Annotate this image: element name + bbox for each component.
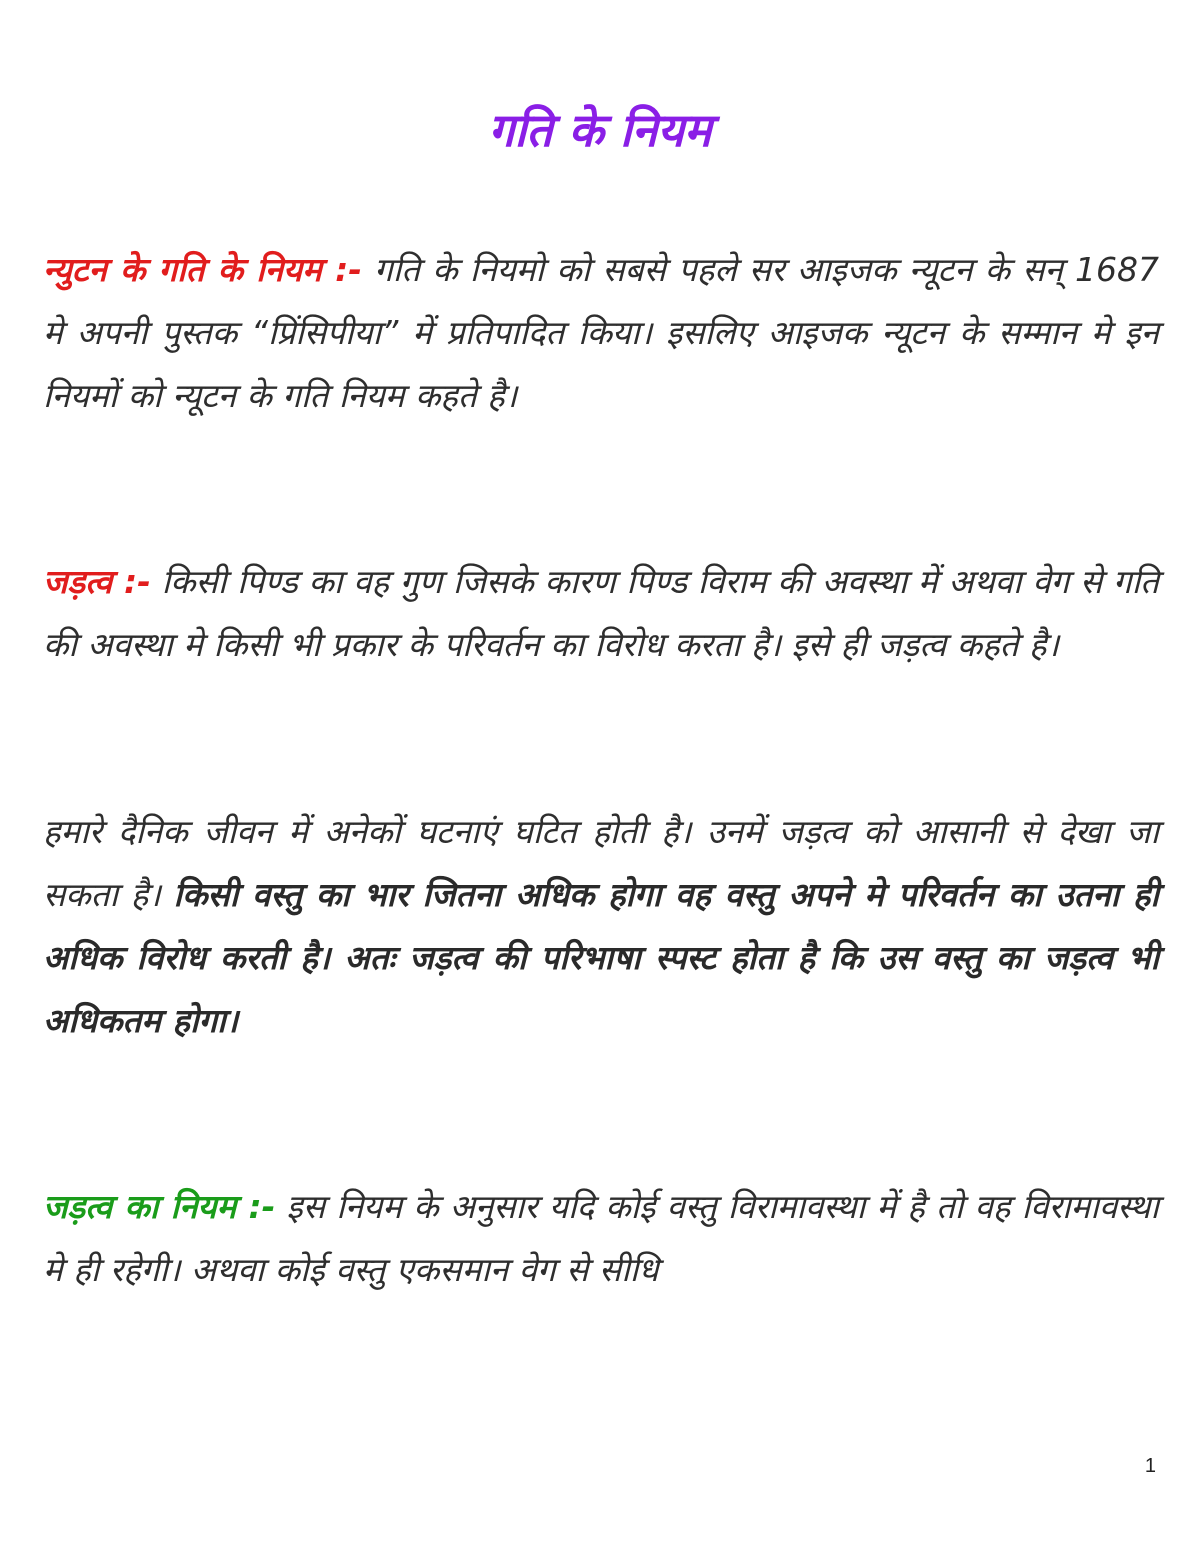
paragraph-body: हमारे दैनिक जीवन में अनेकों घटनाएं घटित होती है। उनमें जड़त्व को आसानी से देखा जा सकता है। <box>43 812 1159 914</box>
paragraph-bold-body: किसी वस्तु का भार जितना अधिक होगा वह वस्तु अपने मे परिवर्तन का उतना ही अधिक विरोध करती है। अतः जड़त्व की परिभाषा स्पस्ट होता है कि उस वस्तु का जड़त्व भी अधिकतम होगा। <box>43 875 1159 1040</box>
paragraph-daily-life <box>43 800 1159 1052</box>
paragraph-inertia <box>43 550 1159 676</box>
paragraph-newton-laws <box>43 238 1159 427</box>
page-number: 1 <box>1144 1455 1156 1477</box>
paragraph-body: गति के नियमो को सबसे पहले सर आइजक न्यूटन के सन् 1687 मे अपनी पुस्तक “प्रिंसिपीया” में प्रतिपादित किया। इसलिए आइजक न्यूटन के सम्मान मे इन नियमों को न्यूटन के गति नियम कहते है। <box>43 250 1159 415</box>
page-title: गति के नियम <box>488 103 712 157</box>
section-heading-newton-laws: न्युटन के गति के नियम :- <box>43 250 362 289</box>
paragraph-law-of-inertia <box>43 1175 1159 1301</box>
section-heading-law-of-inertia: जड़त्व का नियम :- <box>43 1187 276 1226</box>
section-heading-inertia: जड़त्व :- <box>43 562 151 601</box>
paragraph-body: इस नियम के अनुसार यदि कोई वस्तु विरामावस्था में है तो वह विरामावस्था मे ही रहेगी। अथवा कोई वस्तु एकसमान वेग से सीधि <box>43 1187 1159 1289</box>
paragraph-body: किसी पिण्ड का वह गुण जिसके कारण पिण्ड विराम की अवस्था में अथवा वेग से गति की अवस्था मे किसी भी प्रकार के परिवर्तन का विरोध करता है। इसे ही जड़त्व कहते है। <box>43 562 1159 664</box>
